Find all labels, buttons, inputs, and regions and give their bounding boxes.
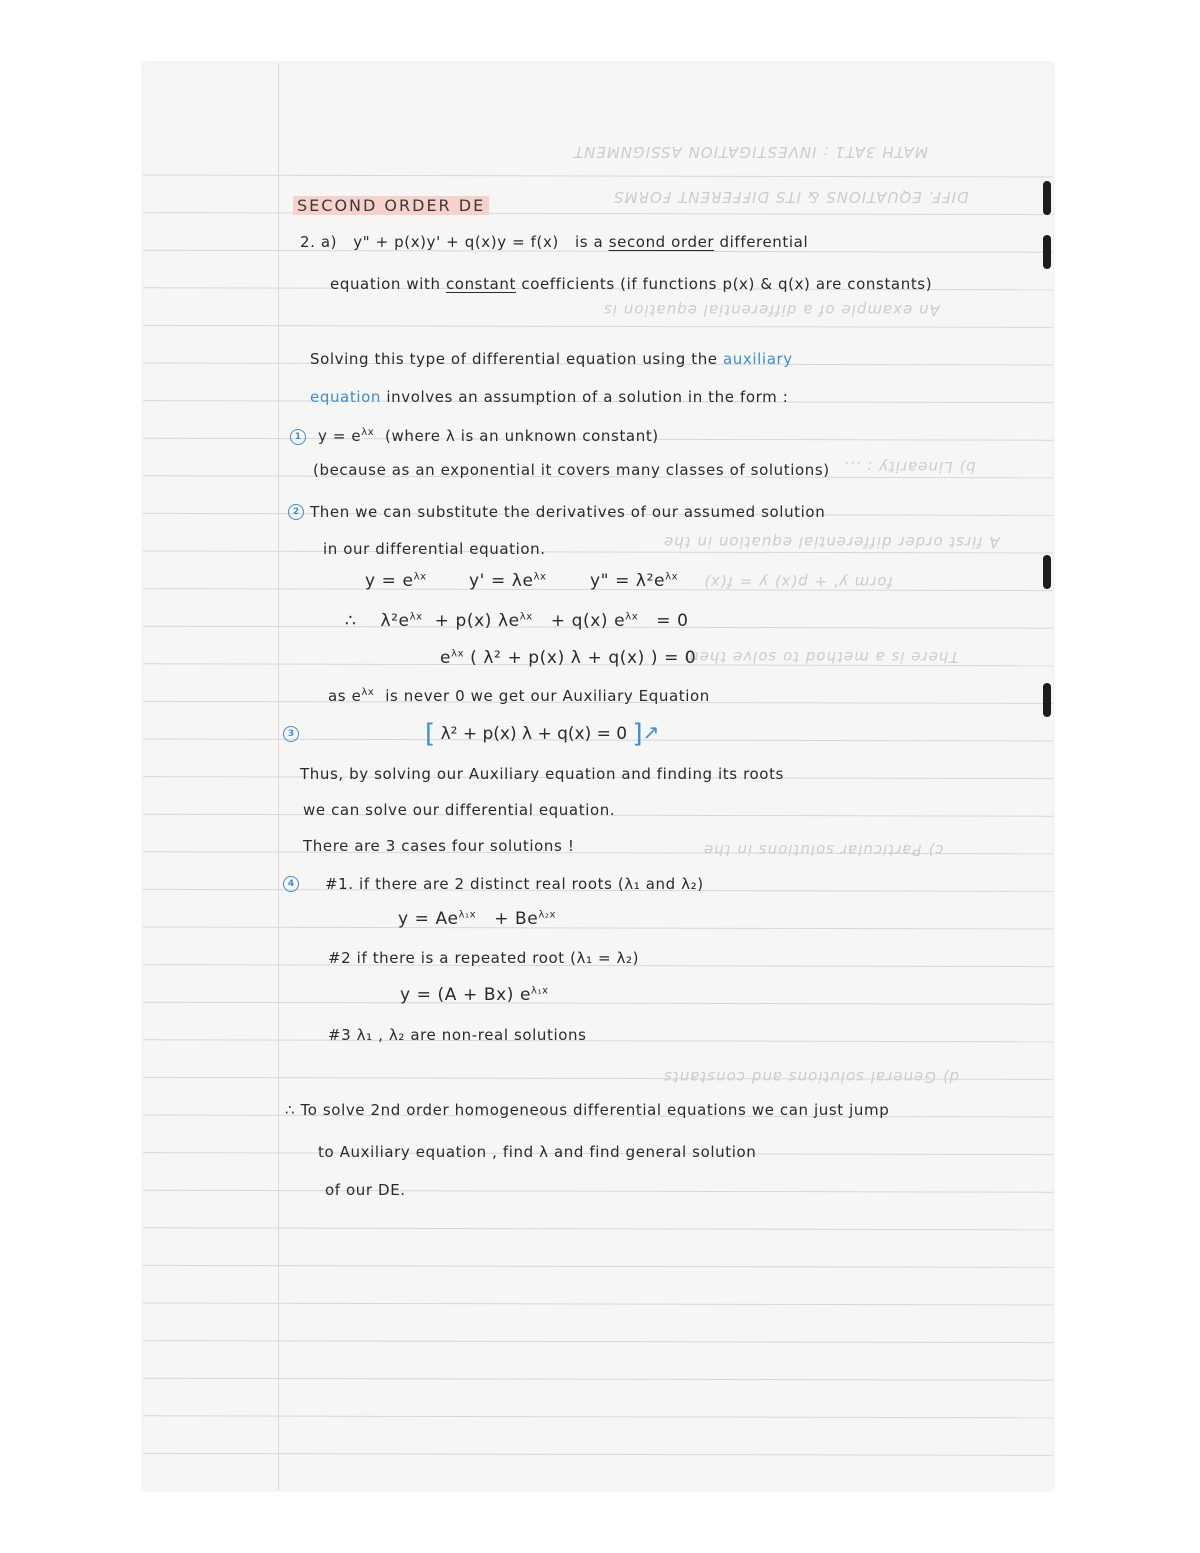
derivative-y: $y = e^{\lambda x}$ — [365, 571, 427, 591]
substitute-line-1: Then we can substitute the derivatives of our assumed solution — [310, 503, 826, 521]
derivative-y2: y" = $\lambda^2e^{\lambda x}$ — [590, 571, 679, 591]
definition-line-2: equation with constant coefficients (if functions p(x) & q(x) are constants) — [330, 275, 933, 293]
factored-equation: $e^{\lambda x}$ ( λ² + p(x) λ + q(x) ) = 0 — [440, 648, 697, 668]
definition-line-1: 2. a) y" + p(x)y' + q(x)y = f(x) is a second order differential — [300, 233, 809, 251]
ruled-line — [143, 1002, 1053, 1004]
bleed-through-text: form y' + p(x) y = f(x) — [703, 573, 893, 591]
ruled-line — [143, 1378, 1053, 1380]
bleed-through-text: DIFF. EQUATIONS & ITS DIFFERENT FORMS — [613, 188, 969, 206]
case-3: #3 λ₁ , λ₂ are non-real solutions — [328, 1026, 587, 1044]
ruled-line — [143, 325, 1053, 327]
conclusion-line-1: Thus, by solving our Auxiliary equation and finding its roots — [300, 765, 784, 783]
ruled-line — [143, 1303, 1053, 1305]
bleed-through-text: b) Linearity : ... — [843, 458, 976, 476]
step-marker: 4 — [283, 876, 299, 892]
ruled-line — [143, 175, 1053, 177]
bleed-through-text: An example of a differential equation is — [603, 301, 940, 319]
ruled-line — [143, 551, 1053, 553]
binder-ring — [1043, 683, 1051, 717]
binder-ring — [1043, 181, 1051, 215]
auxiliary-equation: [ λ² + p(x) λ + q(x) = 0 ]↗ — [425, 719, 660, 749]
ruled-line — [143, 213, 1053, 215]
bleed-through-text: There is a method to solve them — [683, 648, 959, 666]
case-1: #1. if there are 2 distinct real roots (λ₁ and λ₂) — [325, 875, 704, 893]
ruled-line — [143, 1265, 1053, 1267]
ruled-line — [143, 1190, 1053, 1192]
ruled-line — [143, 1453, 1053, 1455]
ruled-line — [143, 1416, 1053, 1418]
binder-ring — [1043, 235, 1051, 269]
assumed-solution: $y = e^{\lambda x}$ (where λ is an unknown constant) — [318, 427, 659, 445]
step-marker: 3 — [283, 726, 299, 742]
bleed-through-text: A first order differential equation in the — [663, 533, 1000, 551]
step-marker: 1 — [290, 429, 306, 445]
step-marker: 2 — [288, 504, 304, 520]
ruled-line — [143, 1341, 1053, 1343]
case-2-solution: y = (A + Bx) $e^{\lambda_1x}$ — [400, 985, 549, 1005]
summary-line-3: of our DE. — [325, 1181, 406, 1199]
derivative-y1: $y' = \lambda e^{\lambda x}$ — [469, 571, 547, 591]
binder-ring — [1043, 555, 1051, 589]
conclusion-line-2: we can solve our differential equation. — [303, 801, 616, 819]
because-note: (because as an exponential it covers many classes of solutions) — [313, 461, 830, 479]
ruled-line — [143, 1040, 1053, 1042]
summary-line-1: ∴ To solve 2nd order homogeneous differential equations we can just jump — [285, 1101, 890, 1119]
never-zero-line: as $e^{\lambda x}$ is never 0 we get our Auxiliary Equation — [328, 687, 710, 705]
substitute-line-2: in our differential equation. — [323, 540, 546, 558]
ruled-line — [143, 927, 1053, 929]
substitution-equation: ∴ $\lambda^2e^{\lambda x} + p(x)$ $\lambda e^{\lambda x}$ + q(x) $e^{\lambda x}$ = 0 — [345, 611, 689, 631]
case-1-solution: $y = Ae^{\lambda_1x}$ + $Be^{\lambda_2x}$ — [398, 909, 557, 929]
bleed-through-text: c) Particular solutions in the — [703, 841, 944, 859]
notebook-page — [143, 63, 1053, 1490]
summary-line-2: to Auxiliary equation , find λ and find general solution — [318, 1143, 757, 1161]
ruled-line — [143, 1228, 1053, 1230]
cases-intro: There are 3 cases four solutions ! — [303, 837, 575, 855]
bleed-through-text: MATH 3AT1 : INVESTIGATION ASSIGNMENT — [573, 143, 928, 161]
case-2: #2 if there is a repeated root (λ₁ = λ₂) — [328, 949, 640, 967]
method-line-1: Solving this type of differential equation using the auxiliary — [310, 350, 793, 368]
margin-line — [278, 63, 279, 1490]
method-line-2: equation involves an assumption of a solution in the form : — [310, 388, 789, 406]
page-title: SECOND ORDER DE — [293, 196, 489, 215]
bleed-through-text: d) General solutions and constants — [663, 1068, 960, 1086]
